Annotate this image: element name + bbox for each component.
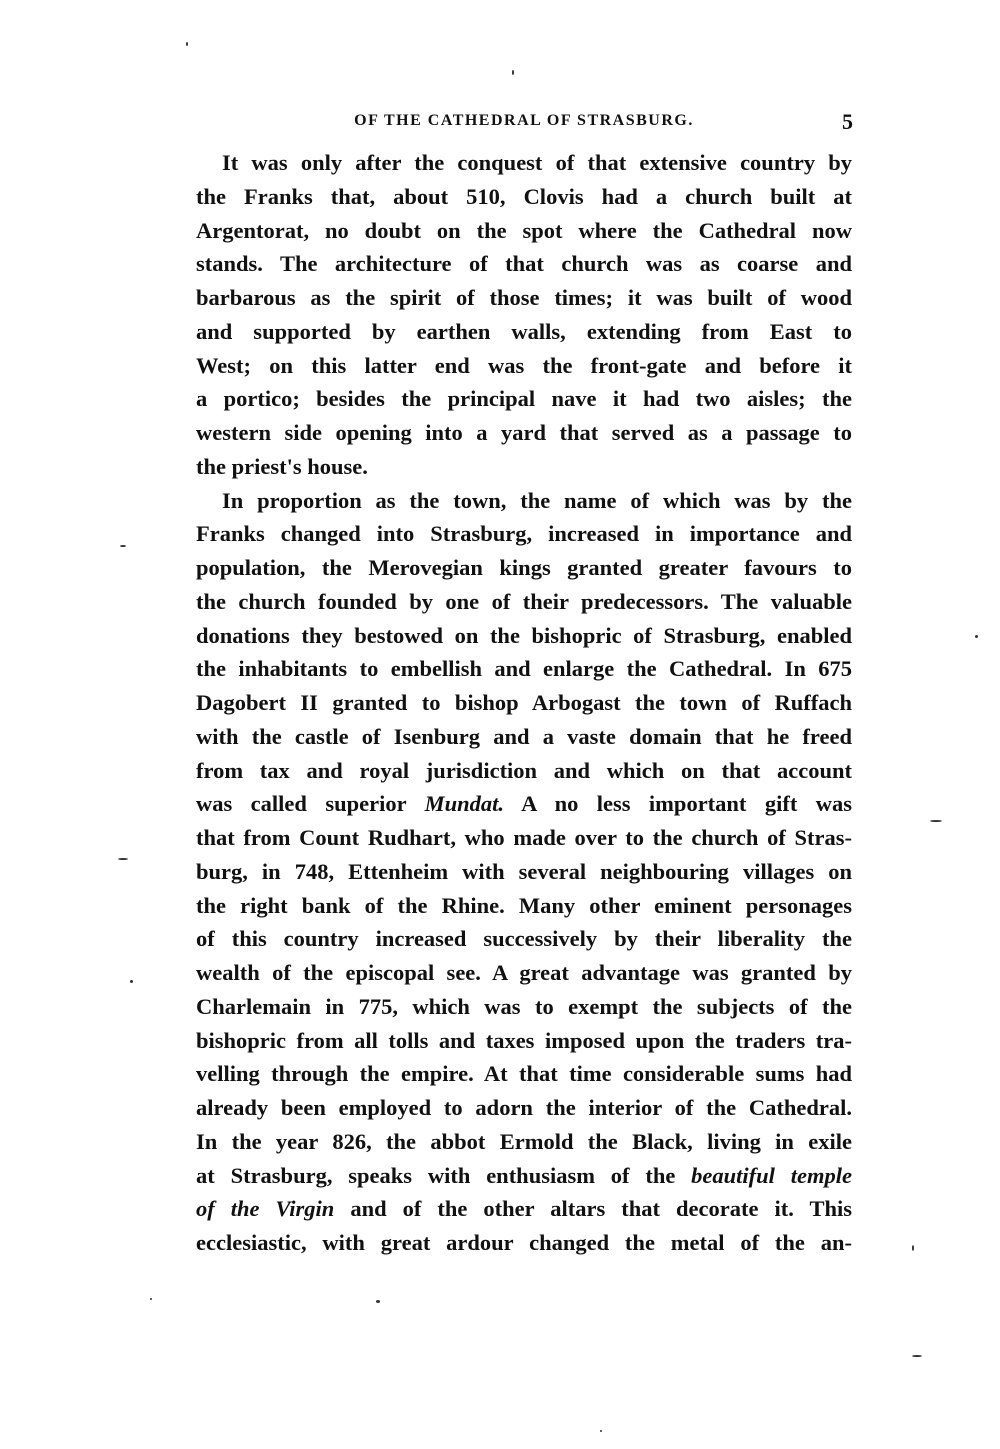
text-line: that from Count Rudhart, who made over to the church of Stras- bbox=[196, 825, 852, 850]
scan-speck bbox=[376, 1300, 380, 1303]
text-line: the priest's house. bbox=[196, 453, 368, 479]
text-line: ecclesiastic, with great ardour changed the metal of the an- bbox=[196, 1230, 852, 1255]
text-line: population, the Merovegian kings granted greater favours to bbox=[196, 555, 852, 580]
text-line: a portico; besides the principal nave it had two aisles; the bbox=[196, 386, 852, 412]
text-segment: was called superior bbox=[196, 791, 425, 817]
scan-speck bbox=[150, 1298, 152, 1300]
text-line: the Franks that, about 510, Clovis had a church built at bbox=[196, 183, 852, 209]
text-line: western side opening into a yard that served as a passage to bbox=[196, 420, 852, 445]
text-line: the right bank of the Rhine. Many other eminent personages bbox=[196, 892, 852, 918]
text-line: and supported by earthen walls, extending from East to bbox=[196, 318, 852, 344]
text-line: the church founded by one of their predecessors. The valuable bbox=[196, 588, 852, 614]
text-line: Argentorat, no doubt on the spot where the Cathedral now bbox=[196, 217, 852, 243]
scan-speck bbox=[120, 545, 126, 547]
text-line: In the year 826, the abbot Ermold the Black, living in exile bbox=[196, 1128, 852, 1154]
text-line: of this country increased successively by their liberality the bbox=[196, 926, 852, 952]
text-segment: at Strasburg, speaks with enthusiasm of the bbox=[196, 1162, 692, 1188]
text-line: Franks changed into Strasburg, increased in importance and bbox=[196, 521, 852, 547]
text-line: West; on this latter end was the front-gate and before it bbox=[196, 352, 852, 378]
text-segment: and of the other altars that decorate it. This bbox=[334, 1196, 852, 1222]
scan-speck bbox=[130, 980, 133, 983]
scan-speck bbox=[186, 42, 188, 46]
scan-speck bbox=[512, 70, 514, 75]
text-line: from tax and royal jurisdiction and which on that account bbox=[196, 757, 852, 783]
text-line-temple bbox=[196, 1159, 852, 1193]
text-line: In proportion as the town, the name of which was by the bbox=[222, 487, 852, 513]
text-line: stands. The architecture of that church was as coarse and bbox=[196, 251, 852, 277]
scan-speck bbox=[600, 1430, 602, 1432]
text-line-mundat bbox=[196, 787, 852, 821]
text-line-virgin bbox=[196, 1192, 852, 1226]
text-line: already been employed to adorn the interior of the Cathedral. bbox=[196, 1095, 852, 1120]
text-line: velling through the empire. At that time considerable sums had bbox=[196, 1061, 852, 1087]
running-head bbox=[195, 109, 853, 136]
scan-speck bbox=[118, 858, 128, 860]
text-segment: A no less important gift was bbox=[504, 791, 852, 817]
scan-speck bbox=[912, 1355, 922, 1357]
text-line: It was only after the conquest of that extensive country by bbox=[222, 150, 852, 175]
italic-phrase: of the Virgin bbox=[196, 1196, 335, 1222]
italic-term: Mundat. bbox=[424, 791, 504, 817]
italic-phrase: beautiful temple bbox=[691, 1162, 852, 1188]
text-line: wealth of the episcopal see. A great advantage was granted by bbox=[196, 960, 852, 985]
scan-speck bbox=[912, 1245, 914, 1251]
text-line: donations they bestowed on the bishopric of Strasburg, enabled bbox=[196, 622, 852, 648]
page-number: 5 bbox=[842, 109, 853, 134]
text-line: the inhabitants to embellish and enlarge the Cathedral. In 675 bbox=[196, 656, 852, 682]
text-line: with the castle of Isenburg and a vaste domain that he freed bbox=[196, 723, 852, 749]
text-line: burg, in 748, Ettenheim with several neighbouring villages on bbox=[196, 858, 852, 884]
text-line: Charlemain in 775, which was to exempt the subjects of the bbox=[196, 993, 852, 1019]
running-title: OF THE CATHEDRAL OF STRASBURG. bbox=[354, 112, 694, 129]
text-line: barbarous as the spirit of those times; it was built of wood bbox=[196, 285, 852, 310]
scan-speck bbox=[930, 820, 942, 822]
scan-speck bbox=[975, 635, 978, 638]
text-line: Dagobert II granted to bishop Arbogast the town of Ruffach bbox=[196, 690, 852, 715]
text-line: bishopric from all tolls and taxes imposed upon the traders tra- bbox=[196, 1027, 852, 1053]
body-text bbox=[196, 146, 852, 1260]
